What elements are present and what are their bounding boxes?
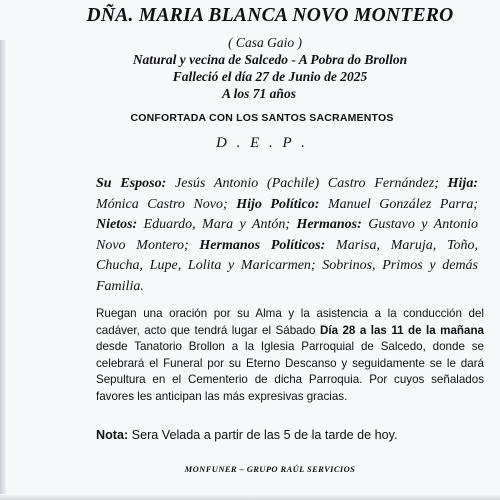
note-label: Nota:: [96, 428, 129, 442]
son-in-law-label: Hijo Político:: [236, 196, 320, 212]
origin-line: Natural y vecina de Salcedo - A Pobra do Brollon: [132, 52, 408, 67]
family-list: [96, 174, 478, 297]
vigil-note: [96, 428, 484, 442]
in-laws-names: Marisa, Maruja, Toño, Chucha, Lupe, Lolita y Maricarmen; Sobrinos, Primos y demás Familia.: [96, 237, 478, 294]
house-nickname: ( Casa Gaio ): [228, 35, 302, 50]
spouse-name: Jesús Antonio (Pachile) Castro Fernández;: [166, 176, 448, 191]
ceremony-date: Día 28 a las 11 de la mañana: [319, 323, 484, 337]
grandchildren-label: Nietos:: [96, 217, 138, 232]
siblings-names: Gustavo y Antonio Novo Montero;: [96, 217, 478, 253]
in-laws-label: Hermanos Políticos:: [199, 237, 326, 253]
paper-edge-shadow: [0, 40, 6, 500]
daughter-label: Hija:: [447, 176, 478, 191]
paper-bottom-shadow: [0, 494, 500, 500]
daughter-name: Mónica Castro Novo;: [96, 196, 237, 212]
grandchildren-names: Eduardo, Mara y Antón;: [137, 217, 297, 232]
ceremony-text-2: desde Tanatorio Brollon a la Iglesia Parroquial de Salcedo, donde se celebrará el Funeral por su Eterno Descanso y seguidamente se le dará Sepultura en el Cementerio de dicha Parroquia. Por cuyos señalados favores les anticipan las más expresivas gracias.: [96, 340, 484, 403]
spouse-label: Su Esposo:: [96, 176, 167, 191]
age-line: A los 71 años: [222, 86, 296, 101]
ceremony-paragraph: [96, 306, 484, 405]
son-in-law-name: Manuel González Parra;: [319, 196, 478, 212]
dep-line: D . E . P .: [216, 135, 308, 151]
note-text: Sera Velada a partir de las 5 de la tarde de hoy.: [128, 428, 398, 442]
siblings-label: Hermanos:: [296, 217, 362, 232]
funeral-home-footer: MONFUNER – GRUPO RAÚL SERVICIOS: [184, 464, 356, 474]
sacraments-line: CONFORTADA CON LOS SANTOS SACRAMENTOS: [130, 112, 394, 124]
obituary-header: [0, 4, 500, 102]
ceremony-text-1: Ruegan una oración por su Alma y la asistencia a la conducción del cadáver, acto que tendrá lugar el Sábado: [96, 307, 484, 337]
deceased-name: DÑA. MARIA BLANCA NOVO MONTERO: [86, 5, 454, 26]
death-date-line: Falleció el día 27 de Junio de 2025: [172, 69, 368, 84]
